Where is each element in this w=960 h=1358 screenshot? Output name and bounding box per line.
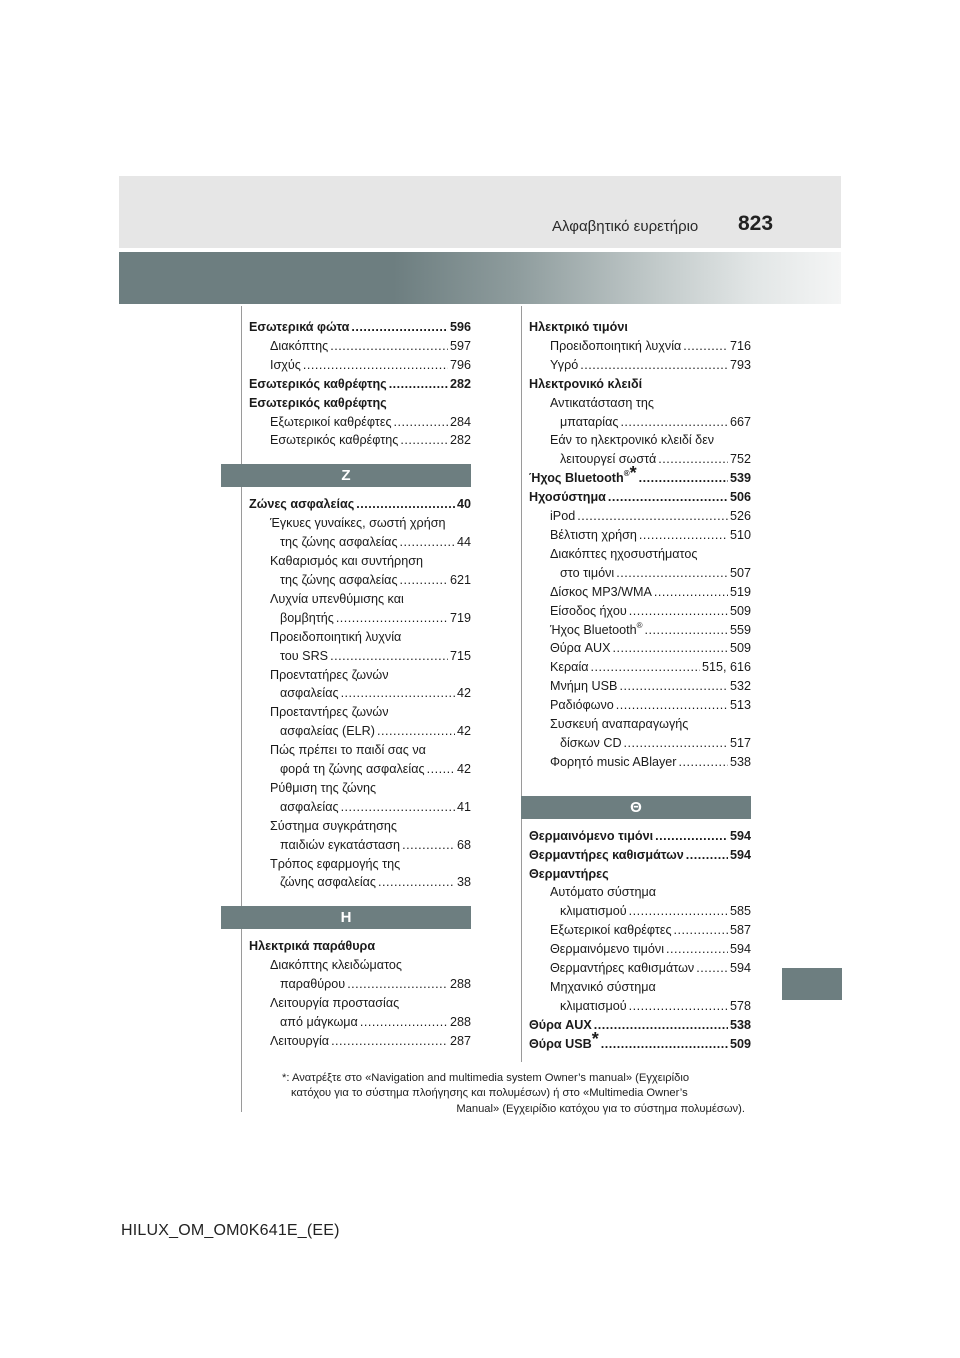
entry-term-text: Θύρα AUX (550, 641, 611, 656)
index-entry (529, 526, 751, 545)
footnote-line: κατόχου για το σύστημα πλοήγησης και πολυμέσων) ή στο «Multimedia Owner’s (291, 1087, 688, 1100)
dot-leader (629, 902, 728, 921)
entry-term (280, 975, 345, 994)
dot-leader (686, 846, 728, 865)
index-entry (529, 507, 751, 526)
entry-term-text: Εσωτερικός καθρέφτης (249, 376, 387, 391)
entry-term-text: παραθύρου (280, 977, 346, 992)
entry-page-number: 513 (729, 698, 751, 713)
index-entry (529, 450, 751, 469)
index-entry (249, 798, 471, 817)
dot-leader (591, 658, 700, 677)
dot-leader (616, 564, 728, 583)
entry-term-text: στο τιμόνι (560, 565, 615, 580)
index-heading: Προειδοποιητική λυχνία (270, 629, 402, 644)
entry-term-text: Θερμαινόμενο τιμόνι (529, 828, 654, 843)
entry-page-number: 621 (449, 572, 471, 587)
index-heading: Συσκευή αναπαραγωγής (550, 717, 689, 732)
index-entry (249, 318, 471, 337)
entry-page-number: 288 (449, 1015, 471, 1029)
dot-leader (696, 959, 728, 978)
dot-leader (594, 1016, 728, 1035)
registered-mark: ® (636, 620, 643, 630)
entry-term-text: Ήχος Bluetooth (550, 622, 637, 637)
entry-page-number: 42 (456, 686, 471, 701)
entry-term (550, 658, 589, 677)
entry-page-number: 594 (729, 828, 751, 843)
index-heading: Καθαρισμός και συντήρηση (270, 554, 423, 569)
entry-term-text: Κεραία (550, 660, 589, 675)
index-column-2 (529, 318, 751, 1054)
entry-term (560, 734, 622, 753)
index-entry (529, 1016, 751, 1035)
entry-page-number: 559 (729, 622, 751, 637)
entry-term (550, 602, 627, 621)
index-entry (249, 533, 471, 552)
dot-leader (400, 571, 448, 590)
entry-page-number: 597 (449, 338, 471, 353)
index-heading: Ηλεκτρικό τιμόνι (529, 320, 628, 334)
entry-term-text: λειτουργεί σωστά (560, 452, 657, 467)
dot-leader (377, 722, 455, 741)
index-heading: Λυχνία υπενθύμισης και (270, 591, 404, 606)
index-entry (529, 621, 751, 640)
thumb-index-tab (782, 968, 842, 1000)
entry-term (280, 571, 398, 590)
page-number: 823 (738, 212, 774, 235)
header-gradient-bar (119, 252, 841, 304)
entry-term-text: Υγρό (550, 357, 579, 372)
entry-page-number: 44 (456, 535, 471, 550)
entry-term (550, 356, 578, 375)
entry-term (550, 621, 643, 640)
index-entry (529, 413, 751, 432)
entry-term-text: Διακόπτης (270, 338, 329, 353)
index-heading: Προεταντήρες ζωνών (270, 705, 389, 720)
dot-leader (655, 827, 728, 846)
dot-leader (629, 997, 728, 1016)
entry-term (529, 1016, 592, 1035)
entry-term-text: ασφαλείας (ELR) (280, 724, 375, 739)
index-entry (249, 356, 471, 375)
header-band (119, 176, 841, 248)
entry-term-text: Ηχοσύστημα (529, 490, 606, 505)
index-entry (249, 684, 471, 703)
index-heading: Σύστημα συγκράτησης (270, 818, 397, 833)
letter-heading-th: Θ (521, 796, 751, 819)
dot-leader (347, 975, 448, 994)
entry-term-text: Ήχος Bluetooth (529, 471, 624, 486)
entry-term-text: Ισχύς (270, 357, 301, 372)
entry-page-number: 509 (729, 1036, 751, 1051)
index-heading: Λειτουργία προστασίας (270, 996, 400, 1011)
dot-leader (639, 469, 728, 488)
index-entry (529, 902, 751, 921)
entry-term-text: δίσκων CD (560, 735, 622, 750)
entry-term-text: Λειτουργία (270, 1033, 330, 1048)
entry-term (280, 836, 400, 855)
index-heading: Έγκυες γυναίκες, σωστή χρήση (270, 516, 446, 531)
entry-term (270, 413, 392, 432)
entry-term (249, 318, 349, 337)
index-entry (249, 337, 471, 356)
dot-leader (619, 677, 728, 696)
index-column-1 (249, 318, 471, 1051)
entry-term (560, 564, 614, 583)
index-entry (529, 997, 751, 1016)
entry-term (550, 639, 611, 658)
dot-leader (427, 760, 455, 779)
entry-term-text: Θύρα USB (529, 1036, 592, 1051)
entry-term-text: Εσωτερικά φώτα (249, 320, 350, 334)
dot-leader (330, 337, 448, 356)
index-heading: Διακόπτες ηχοσυστήματος (550, 546, 698, 561)
index-entry (249, 836, 471, 855)
entry-term-text: ασφαλείας (280, 799, 339, 814)
index-entry (249, 413, 471, 432)
dot-leader (639, 526, 728, 545)
index-heading: Διακόπτης κλειδώματος (270, 958, 402, 973)
registered-mark: ® (623, 469, 630, 479)
footnote-line: *: Ανατρέξτε στο «Navigation and multimedia system Owner’s manual» (Εγχειρίδιο (282, 1072, 690, 1084)
column-divider-left (241, 306, 242, 1112)
index-entry (529, 564, 751, 583)
entry-term-text: Θερμαινόμενο τιμόνι (550, 942, 665, 957)
entry-term-text: Εσωτερικός καθρέφτης (270, 433, 399, 448)
entry-term (550, 959, 694, 978)
entry-term (529, 488, 606, 507)
entry-term (529, 1028, 599, 1054)
index-entry (249, 975, 471, 994)
letter-heading-h: Η (221, 906, 471, 929)
dot-leader (683, 337, 728, 356)
entry-term (270, 337, 328, 356)
index-heading: Ρύθμιση της ζώνης (270, 780, 377, 795)
index-block (529, 318, 751, 772)
entry-term-text: iPod (550, 509, 576, 524)
entry-term (280, 647, 328, 666)
dot-leader (341, 798, 455, 817)
entry-term (550, 921, 672, 940)
index-heading: Εσωτερικός καθρέφτης (249, 395, 387, 410)
entry-term (560, 450, 656, 469)
entry-term-text: Προειδοποιητική λυχνία (550, 338, 682, 353)
footnote-asterisk: * (591, 1028, 599, 1049)
entry-term (560, 997, 627, 1016)
dot-leader (620, 413, 728, 432)
entry-page-number: 515, 616 (701, 660, 751, 675)
entry-term-text: Εξωτερικοί καθρέφτες (270, 414, 392, 429)
entry-term-text: του SRS (280, 648, 329, 663)
footnote (282, 1071, 745, 1117)
entry-term (550, 677, 617, 696)
index-entry (249, 609, 471, 628)
entry-term (270, 431, 398, 450)
dot-leader (629, 602, 728, 621)
index-entry (249, 647, 471, 666)
entry-term (249, 375, 387, 394)
entry-page-number: 519 (729, 584, 751, 599)
entry-term-text: μπαταρίας (560, 414, 619, 429)
entry-term (550, 337, 681, 356)
index-heading: Τρόπος εφαρμογής της (270, 856, 401, 871)
entry-term-text: κλιματισμού (560, 904, 627, 919)
entry-term (270, 356, 301, 375)
index-entry (529, 658, 751, 677)
index-block (249, 318, 471, 450)
entry-page-number: 282 (449, 433, 471, 448)
entry-page-number: 587 (729, 923, 751, 938)
entry-term (270, 1032, 329, 1051)
entry-page-number: 509 (729, 641, 751, 656)
entry-page-number: 532 (729, 679, 751, 694)
dot-leader (613, 639, 728, 658)
entry-page-number: 288 (449, 977, 471, 992)
index-entry (249, 571, 471, 590)
entry-page-number: 538 (729, 1017, 751, 1032)
entry-term (249, 495, 354, 514)
entry-page-number: 507 (729, 565, 751, 580)
dot-leader (356, 495, 455, 514)
entry-page-number: 594 (729, 961, 751, 976)
entry-term (280, 873, 376, 892)
index-entry (249, 760, 471, 779)
dot-leader (389, 375, 448, 394)
entry-page-number: 539 (729, 471, 751, 486)
dot-leader (341, 684, 455, 703)
entry-page-number: 510 (729, 527, 751, 542)
entry-term (280, 684, 339, 703)
dot-leader (331, 1032, 448, 1051)
entry-page-number: 578 (729, 998, 751, 1013)
entry-page-number: 526 (729, 509, 751, 524)
entry-term (550, 753, 677, 772)
dot-leader (601, 1035, 728, 1054)
entry-term-text: ασφαλείας (280, 686, 339, 701)
document-code: HILUX_OM_OM0K641E_(EE) (121, 1222, 340, 1239)
entry-term (280, 533, 398, 552)
index-heading: Αυτόματο σύστημα (550, 885, 657, 900)
index-entry (529, 753, 751, 772)
index-entry (529, 940, 751, 959)
entry-term (280, 722, 375, 741)
entry-term-text: Φορητό music ABlayer (550, 754, 677, 769)
dot-leader (624, 734, 728, 753)
index-entry (529, 337, 751, 356)
entry-term-text: Θύρα AUX (529, 1017, 592, 1032)
entry-term-text: Θερμαντήρες καθισμάτων (529, 847, 684, 862)
dot-leader (400, 431, 448, 450)
dot-leader (616, 696, 728, 715)
entry-term-text: Ζώνες ασφαλείας (249, 497, 355, 512)
dot-leader (360, 1013, 448, 1032)
entry-page-number: 538 (729, 754, 751, 769)
entry-page-number: 667 (729, 414, 751, 429)
index-entry (529, 734, 751, 753)
entry-term-text: Ραδιόφωνο (550, 698, 614, 713)
dot-leader (679, 753, 728, 772)
entry-term-text: φορά τη ζώνης ασφαλείας (280, 762, 425, 777)
dot-leader (666, 940, 728, 959)
index-entry (249, 375, 471, 394)
entry-term-text: από μάγκωμα (280, 1015, 358, 1029)
entry-page-number: 42 (456, 762, 471, 777)
index-entry (529, 921, 751, 940)
entry-term (550, 583, 652, 602)
index-entry (529, 356, 751, 375)
entry-page-number: 68 (456, 837, 471, 852)
dot-leader (608, 488, 728, 507)
entry-term (280, 1013, 358, 1032)
dot-leader (400, 533, 455, 552)
index-heading: Ηλεκτρονικό κλειδί (529, 376, 643, 391)
entry-page-number: 42 (456, 724, 471, 739)
dot-leader (394, 413, 448, 432)
index-entry (529, 959, 751, 978)
index-heading: Αντικατάσταση της (550, 395, 654, 410)
entry-term-text: της ζώνης ασφαλείας (280, 572, 398, 587)
index-entry (529, 639, 751, 658)
index-entry (529, 696, 751, 715)
entry-term-text: ζώνης ασφαλείας (280, 875, 376, 890)
entry-term (550, 696, 614, 715)
index-entry (529, 463, 751, 488)
dot-leader (580, 356, 728, 375)
entry-term (280, 609, 334, 628)
index-entry (529, 488, 751, 507)
index-entry (529, 677, 751, 696)
dot-leader (303, 356, 448, 375)
entry-term-text: Εξωτερικοί καθρέφτες (550, 923, 672, 938)
entry-term-text: Δίσκος MP3/WMA (550, 584, 652, 599)
letter-heading-z: Ζ (221, 464, 471, 487)
index-heading: Εάν το ηλεκτρονικό κλειδί δεν (550, 433, 715, 448)
index-entry (249, 1032, 471, 1051)
dot-leader (674, 921, 728, 940)
entry-page-number: 41 (456, 799, 471, 814)
section-title: Αλφαβητικό ευρετήριο (552, 218, 699, 235)
index-block (529, 827, 751, 1054)
dot-leader (658, 450, 728, 469)
dot-leader (402, 836, 455, 855)
index-entry (249, 1013, 471, 1032)
entry-page-number: 517 (729, 735, 751, 750)
column-divider-middle (521, 306, 522, 1062)
entry-term-text: Θερμαντήρες καθισμάτων (550, 961, 695, 976)
entry-term (550, 526, 637, 545)
index-entry (249, 722, 471, 741)
index-entry (249, 431, 471, 450)
entry-page-number: 585 (729, 904, 751, 919)
entry-term (280, 798, 339, 817)
entry-page-number: 594 (729, 847, 751, 862)
entry-page-number: 716 (729, 338, 751, 353)
entry-term (529, 463, 637, 488)
index-block (249, 495, 471, 892)
entry-term (550, 940, 664, 959)
index-entry (529, 602, 751, 621)
entry-term (529, 827, 653, 846)
entry-page-number: 287 (449, 1033, 471, 1048)
dot-leader (378, 873, 455, 892)
entry-page-number: 40 (456, 497, 471, 512)
entry-term (529, 846, 684, 865)
entry-term (560, 902, 627, 921)
index-heading: Μηχανικό σύστημα (550, 980, 656, 994)
entry-page-number: 596 (449, 320, 471, 334)
dot-leader (351, 318, 448, 337)
dot-leader (645, 621, 728, 640)
index-heading: Ηλεκτρικά παράθυρα (249, 939, 376, 954)
index-entry (529, 827, 751, 846)
entry-page-number: 38 (456, 875, 471, 890)
index-entry (249, 873, 471, 892)
entry-page-number: 793 (729, 357, 751, 372)
index-heading: Θερμαντήρες (529, 866, 609, 881)
index-entry (249, 495, 471, 514)
entry-page-number: 752 (729, 452, 751, 467)
footnote-asterisk: * (629, 463, 637, 484)
entry-page-number: 506 (729, 490, 751, 505)
entry-page-number: 509 (729, 603, 751, 618)
dot-leader (577, 507, 728, 526)
entry-page-number: 282 (449, 376, 471, 391)
dot-leader (336, 609, 448, 628)
entry-term-text: βομβητής (280, 610, 334, 625)
entry-term-text: κλιματισμού (560, 998, 627, 1013)
entry-term-text: παιδιών εγκατάσταση (280, 837, 401, 852)
entry-term-text: Βέλτιστη χρήση (550, 527, 637, 542)
entry-page-number: 594 (729, 942, 751, 957)
entry-page-number: 284 (449, 414, 471, 429)
index-entry (529, 583, 751, 602)
dot-leader (654, 583, 728, 602)
entry-term-text: Είσοδος ήχου (550, 603, 627, 618)
index-heading: Πώς πρέπει το παιδί σας να (270, 743, 426, 758)
entry-term (280, 760, 425, 779)
entry-term (560, 413, 618, 432)
dot-leader (330, 647, 448, 666)
index-entry (529, 1028, 751, 1054)
entry-term-text: της ζώνης ασφαλείας (280, 535, 398, 550)
entry-page-number: 796 (449, 357, 471, 372)
entry-page-number: 715 (449, 648, 471, 663)
index-heading: Προεντατήρες ζωνών (270, 667, 389, 682)
entry-term (550, 507, 575, 526)
entry-term-text: Μνήμη USB (550, 679, 618, 694)
index-entry (529, 846, 751, 865)
footnote-line: Manual» (Εγχειρίδιο κατόχου για το σύστημα πολυμέσων). (456, 1102, 745, 1115)
entry-page-number: 719 (449, 610, 471, 625)
index-block (249, 937, 471, 1050)
